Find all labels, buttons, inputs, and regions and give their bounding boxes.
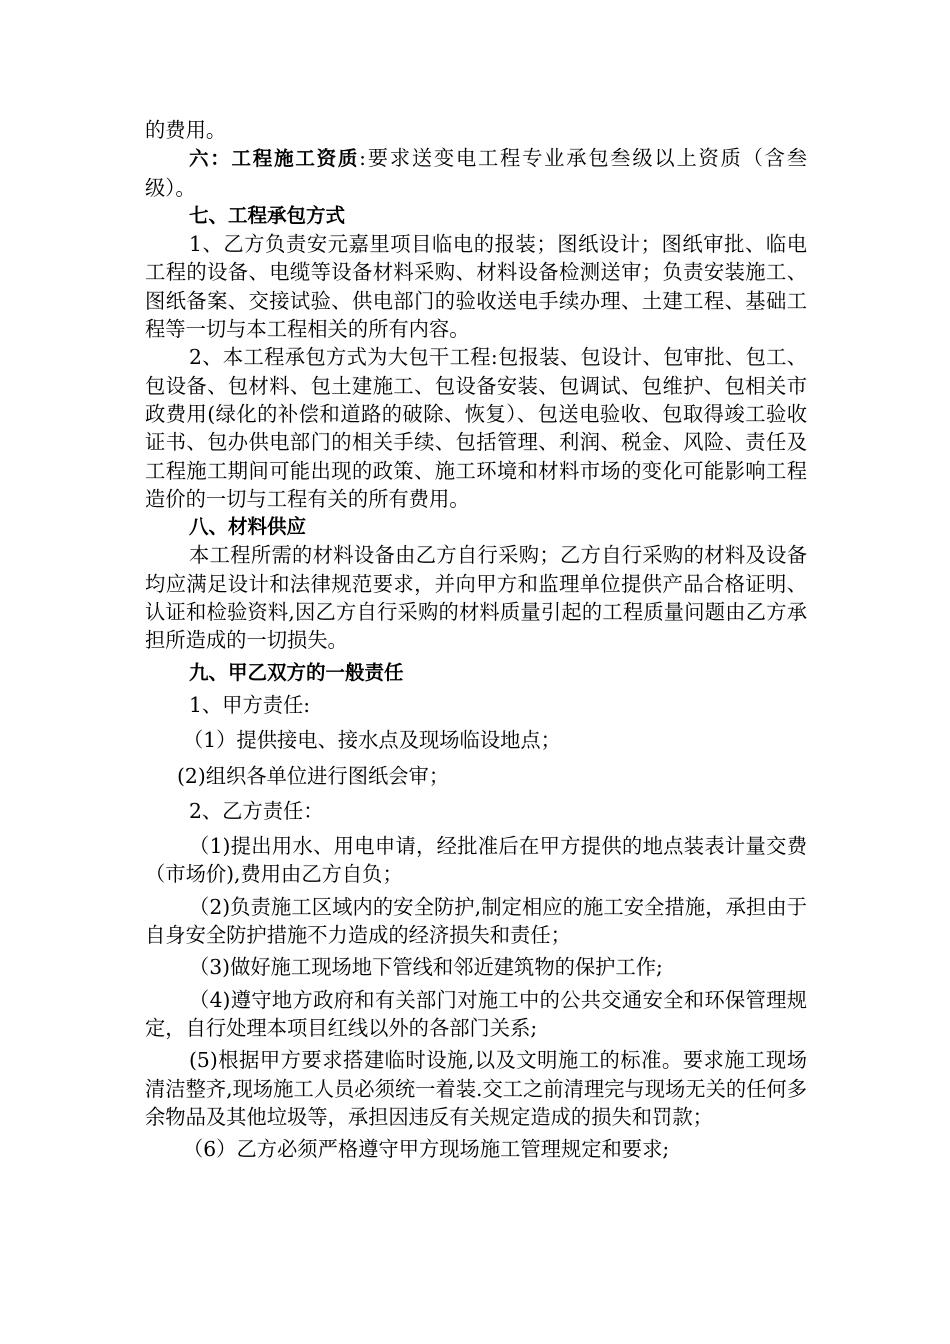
section-heading-text: :要求送变电工程专业承包叁级以上资质（含叁级）。: [145, 146, 807, 200]
paragraph: （1)提出用水、用电申请，经批准后在甲方提供的地点装表计量交费（市场价),费用由乙方自负；: [145, 834, 807, 887]
paragraph: 1、乙方负责安元嘉里项目临电的报装；图纸设计；图纸审批、临电工程的设备、电缆等设备材料采购、材料设备检测送审；负责安装施工、图纸备案、交接试验、供电部门的验收送电手续办理、土建工程、基础工程等一切与本工程相关的所有内容。: [145, 232, 807, 342]
paragraph: (5)根据甲方要求搭建临时设施,以及文明施工的标准。要求施工现场清洁整齐,现场施工人员必须统一着装.交工之前清理完与现场无关的任何多余物品及其他垃圾等，承担因违反有关规定造成的损失和罚款；: [145, 1048, 807, 1129]
section-heading: 八、材料供应: [189, 515, 307, 539]
section-heading: 七、工程承包方式: [189, 203, 346, 227]
paragraph: （2)负责施工区域内的安全防护,制定相应的施工安全措施，承担由于自身安全防护措施不力造成的经济损失和责任；: [145, 894, 807, 948]
section-heading: 九、甲乙双方的一般责任: [189, 660, 404, 684]
section-heading-label: 六：工程施工资质: [189, 147, 360, 171]
paragraph: 本工程所需的材料设备由乙方自行采购；乙方自行采购的材料及设备均应满足设计和法律规范要求，并向甲方和监理单位提供产品合格证明、认证和检验资料,因乙方自行采购的材料质量引起的工程质量问题由乙方承担所造成的一切损失。: [145, 543, 807, 653]
paragraph: （1）提供接电、接水点及现场临设地点；: [183, 728, 561, 753]
paragraph: 1、甲方责任:: [189, 692, 311, 717]
paragraph: （4)遵守地方政府和有关部门对施工中的公共交通安全和环保管理规定，自行处理本项目红线以外的各部门关系;: [145, 987, 807, 1040]
paragraph: (2)组织各单位进行图纸会审；: [177, 763, 450, 788]
paragraph: 2、乙方责任：: [189, 798, 324, 823]
paragraph: 2、本工程承包方式为大包干工程:包报装、包设计、包审批、包工、包设备、包材料、包土建施工、包设备安装、包调试、包维护、包相关市政费用(绿化的补偿和道路的破除、恢复）、包送电验收、包取得竣工验收证书、包办供电部门的相关手续、包括管理、利润、税金、风险、责任及工程施工期间可能出现的政策、施工环境和材料市场的变化可能影响工程造价的一切与工程有关的所有费用。: [145, 345, 807, 511]
paragraph: （3)做好施工现场地下管线和邻近建筑物的保护工作;: [189, 955, 663, 980]
paragraph: （6）乙方必须严格遵守甲方现场施工管理规定和要求;: [183, 1137, 670, 1162]
section-qualification: [145, 144, 807, 202]
paragraph: 的费用。: [145, 118, 227, 142]
